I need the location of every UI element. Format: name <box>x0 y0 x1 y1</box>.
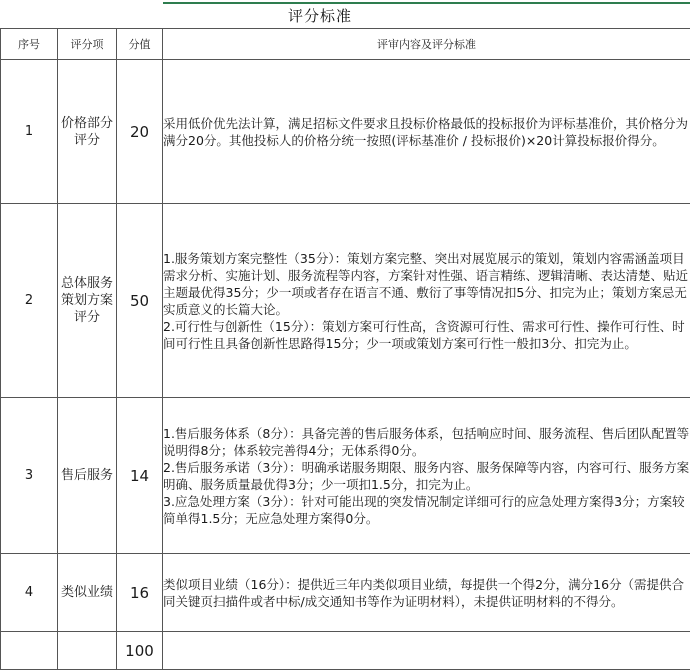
sheet-title: 评分标准 <box>288 7 352 25</box>
row-no: 1 <box>1 60 58 204</box>
total-content <box>163 632 690 670</box>
title-row <box>0 0 690 28</box>
row-item: 类似业绩 <box>58 554 117 632</box>
total-row <box>1 632 690 670</box>
row-no: 4 <box>1 554 58 632</box>
row-content <box>163 398 690 554</box>
content-paragraph: 3.应急处理方案（3分）：针对可能出现的突发情况制定详细可行的应急处理方案得3分；方案较简单得1.5分；无应急处理方案得0分。 <box>163 493 690 527</box>
total-no <box>1 632 58 670</box>
row-score: 14 <box>117 398 163 554</box>
table-row <box>1 60 690 204</box>
total-item <box>58 632 117 670</box>
row-score: 20 <box>117 60 163 204</box>
header-item: 评分项 <box>58 29 117 60</box>
header-no: 序号 <box>1 29 58 60</box>
header-content: 评审内容及评分标准 <box>163 29 690 60</box>
content-paragraph: 采用低价优先法计算，满足招标文件要求且投标价格最低的投标报价为评标基准价，其价格分为满分20分。其他投标人的价格分统一按照(评标基准价 / 投标报价)×20计算投标报价得分。 <box>163 115 690 149</box>
row-content <box>163 554 690 632</box>
table-row <box>1 204 690 398</box>
header-row <box>1 29 690 60</box>
header-score: 分值 <box>117 29 163 60</box>
row-item: 价格部分评分 <box>58 60 117 204</box>
table-row <box>1 398 690 554</box>
total-score: 100 <box>117 632 163 670</box>
scoring-table <box>0 28 690 670</box>
content-paragraph: 2.售后服务承诺（3分）：明确承诺服务期限、服务内容、服务保障等内容，内容可行、服务方案明确、服务质量最优得3分；少一项扣1.5分，扣完为止。 <box>163 459 690 493</box>
content-paragraph: 1.服务策划方案完整性（35分）：策划方案完整、突出对展览展示的策划，策划内容需涵盖项目需求分析、实施计划、服务流程等内容，方案针对性强、语言精练、逻辑清晰、表达清楚、贴近主题最优得35分；少一项或者存在语言不通、敷衍了事等情况扣5分、扣完为止；策划方案忌无实质意义的长篇大论。 <box>163 250 690 318</box>
row-score: 16 <box>117 554 163 632</box>
content-paragraph: 类似项目业绩（16分）：提供近三年内类似项目业绩，每提供一个得2分，满分16分（需提供合同关键页扫描件或者中标/成交通知书等作为证明材料），未提供证明材料的不得分。 <box>163 576 690 610</box>
content-paragraph: 2.可行性与创新性（15分）：策划方案可行性高，含资源可行性、需求可行性、操作可行性、时间可行性且具备创新性思路得15分；少一项或策划方案可行性一般扣3分、扣完为止。 <box>163 318 690 352</box>
row-item: 总体服务策划方案评分 <box>58 204 117 398</box>
table-row <box>1 554 690 632</box>
title-rule <box>163 2 690 4</box>
row-content <box>163 60 690 204</box>
row-no: 3 <box>1 398 58 554</box>
row-content <box>163 204 690 398</box>
row-score: 50 <box>117 204 163 398</box>
row-no: 2 <box>1 204 58 398</box>
content-paragraph: 1.售后服务体系（8分）：具备完善的售后服务体系，包括响应时间、服务流程、售后团队配置等说明得8分；体系较完善得4分；无体系得0分。 <box>163 425 690 459</box>
row-item: 售后服务 <box>58 398 117 554</box>
